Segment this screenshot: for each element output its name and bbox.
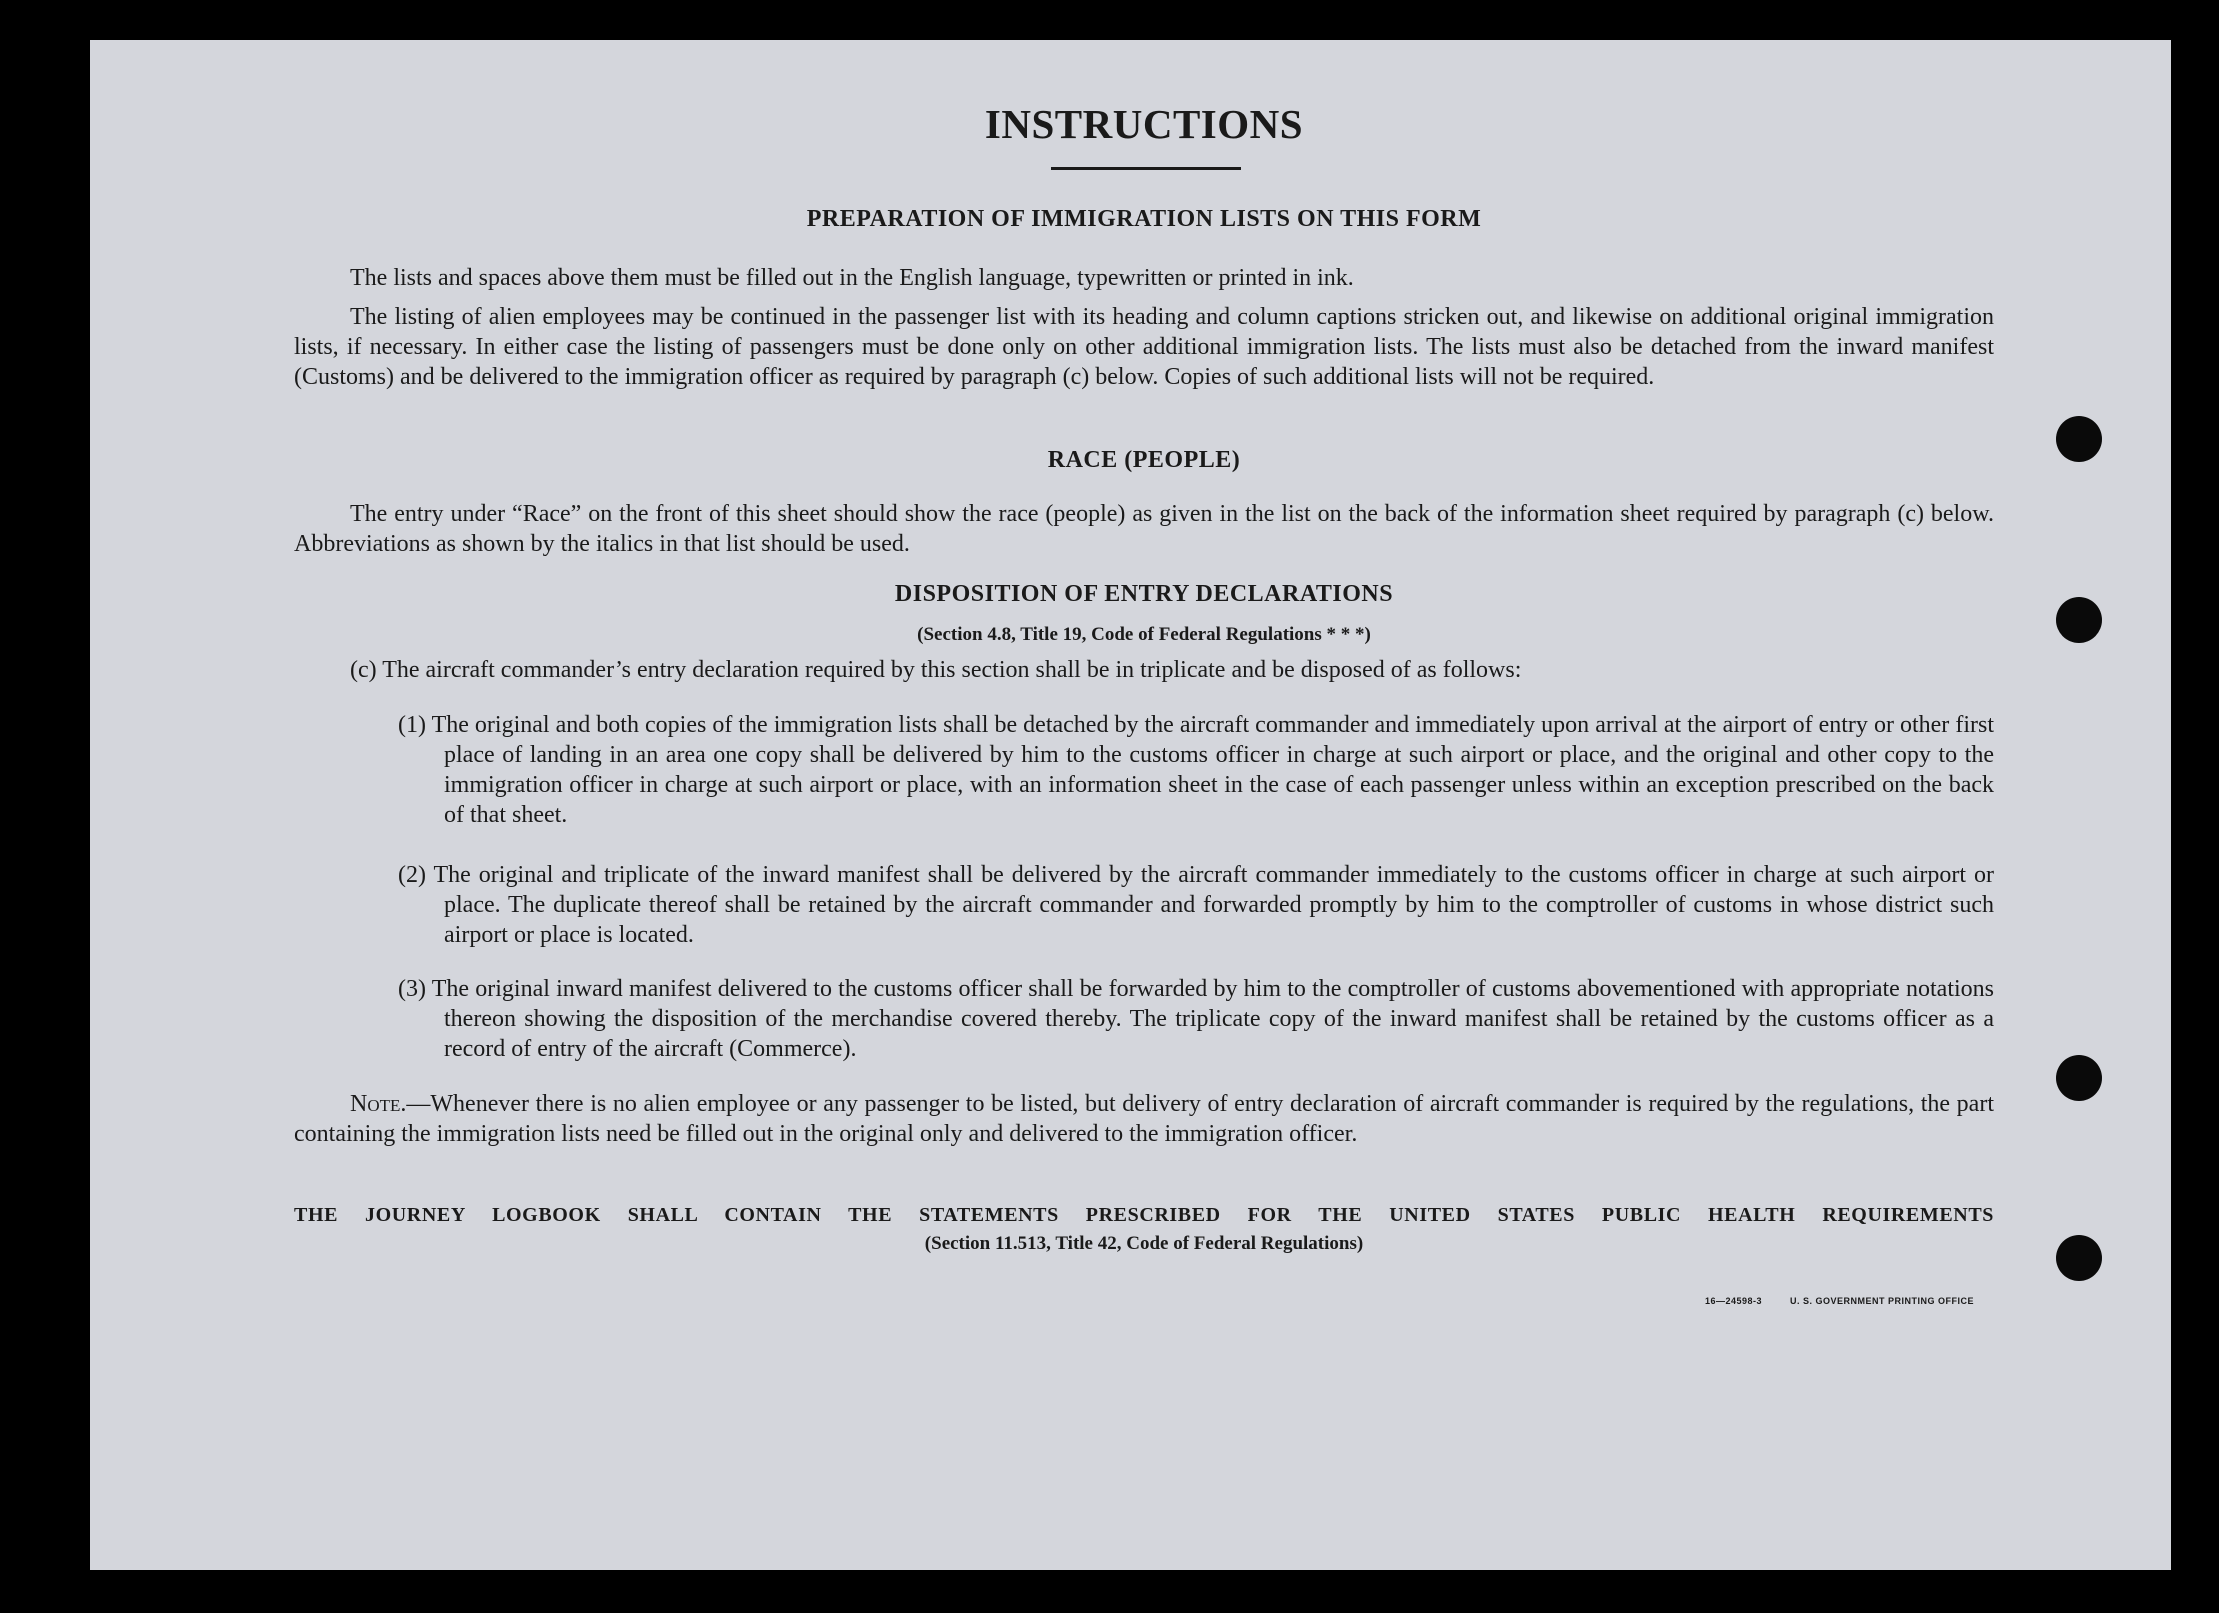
- punch-hole: [2056, 1235, 2102, 1281]
- note-text: —Whenever there is no alien employee or any passenger to be listed, but delivery of entry declaration of aircraft commander is required by the regulations, the part containing the immigration lists need be filled out in the original only and delivered to the immigration officer.: [294, 1091, 1994, 1147]
- section-heading-disposition: DISPOSITION OF ENTRY DECLARATIONS: [894, 581, 1394, 607]
- list-item: (2) The original and triplicate of the inward manifest shall be delivered by the aircraft commander immediately to the customs officer in charge at such airport or place. The duplicate thereof shall be retained by the aircraft commander and forwarded promptly by him to the comptroller of customs in whose district such airport or place is located.: [398, 862, 1994, 948]
- form-number: 16—24598-3: [1704, 1296, 1762, 1306]
- title-underline: [1051, 167, 1241, 170]
- health-citation: (Section 11.513, Title 42, Code of Federal Regulations): [924, 1233, 1364, 1254]
- page-title: INSTRUCTIONS: [984, 101, 1304, 147]
- punch-hole: [2056, 597, 2102, 643]
- document-page: [90, 40, 2171, 1570]
- section-heading-race: RACE (PEOPLE): [1047, 447, 1241, 473]
- punch-hole: [2056, 416, 2102, 462]
- paragraph-lists-language: The lists and spaces above them must be filled out in the English language, typewritten or printed in ink.: [350, 265, 1354, 291]
- list-item: (3) The original inward manifest delivered to the customs officer shall be forwarded by him to the comptroller of customs abovementioned with appropriate notations thereon showing the disposition of the merchandise covered thereby. The triplicate copy of the inward manifest shall be retained by the customs officer as a record of entry of the aircraft (Commerce).: [398, 976, 1994, 1062]
- section-heading-immigration-lists: PREPARATION OF IMMIGRATION LISTS ON THIS FORM: [806, 206, 1482, 232]
- list-item: (1) The original and both copies of the immigration lists shall be detached by the aircraft commander and immediately upon arrival at the airport of entry or other first place of landing in an area one copy shall be delivered by him to the customs officer in charge at such airport or place, and the original and other copy to the immigration officer in charge at such airport or place, with an information sheet in the case of each passenger unless within an exception prescribed on the back of that sheet.: [398, 712, 1994, 828]
- paragraph-race: The entry under “Race” on the front of this sheet should show the race (people) as given in the list on the back of the information sheet required by paragraph (c) below. Abbreviations as shown by the italics in that list should be used.: [294, 501, 1994, 557]
- punch-hole: [2056, 1055, 2102, 1101]
- health-requirements-line: THE JOURNEY LOGBOOK SHALL CONTAIN THE STATEMENTS PRESCRIBED FOR THE UNITED STATES PUBLIC HEALTH REQUIREMENTS: [294, 1204, 1994, 1226]
- note-paragraph: [294, 1089, 1994, 1149]
- printer-footer: [1677, 1296, 1974, 1306]
- paragraph-disposition-intro: (c) The aircraft commander’s entry declaration required by this section shall be in triplicate and be disposed of as follows:: [350, 657, 1522, 683]
- section-citation: (Section 4.8, Title 19, Code of Federal Regulations * * *): [917, 624, 1371, 645]
- paragraph-alien-employees: The listing of alien employees may be continued in the passenger list with its heading and column captions stricken out, and likewise on additional original immigration lists, if necessary. In either case the listing of passengers must be done only on other additional immigration lists. The lists must also be detached from the inward manifest (Customs) and be delivered to the immigration officer as required by paragraph (c) below. Copies of such additional lists will not be required.: [294, 304, 1994, 390]
- printer-name: U. S. GOVERNMENT PRINTING OFFICE: [1789, 1296, 1974, 1306]
- note-label: Note.: [350, 1091, 407, 1117]
